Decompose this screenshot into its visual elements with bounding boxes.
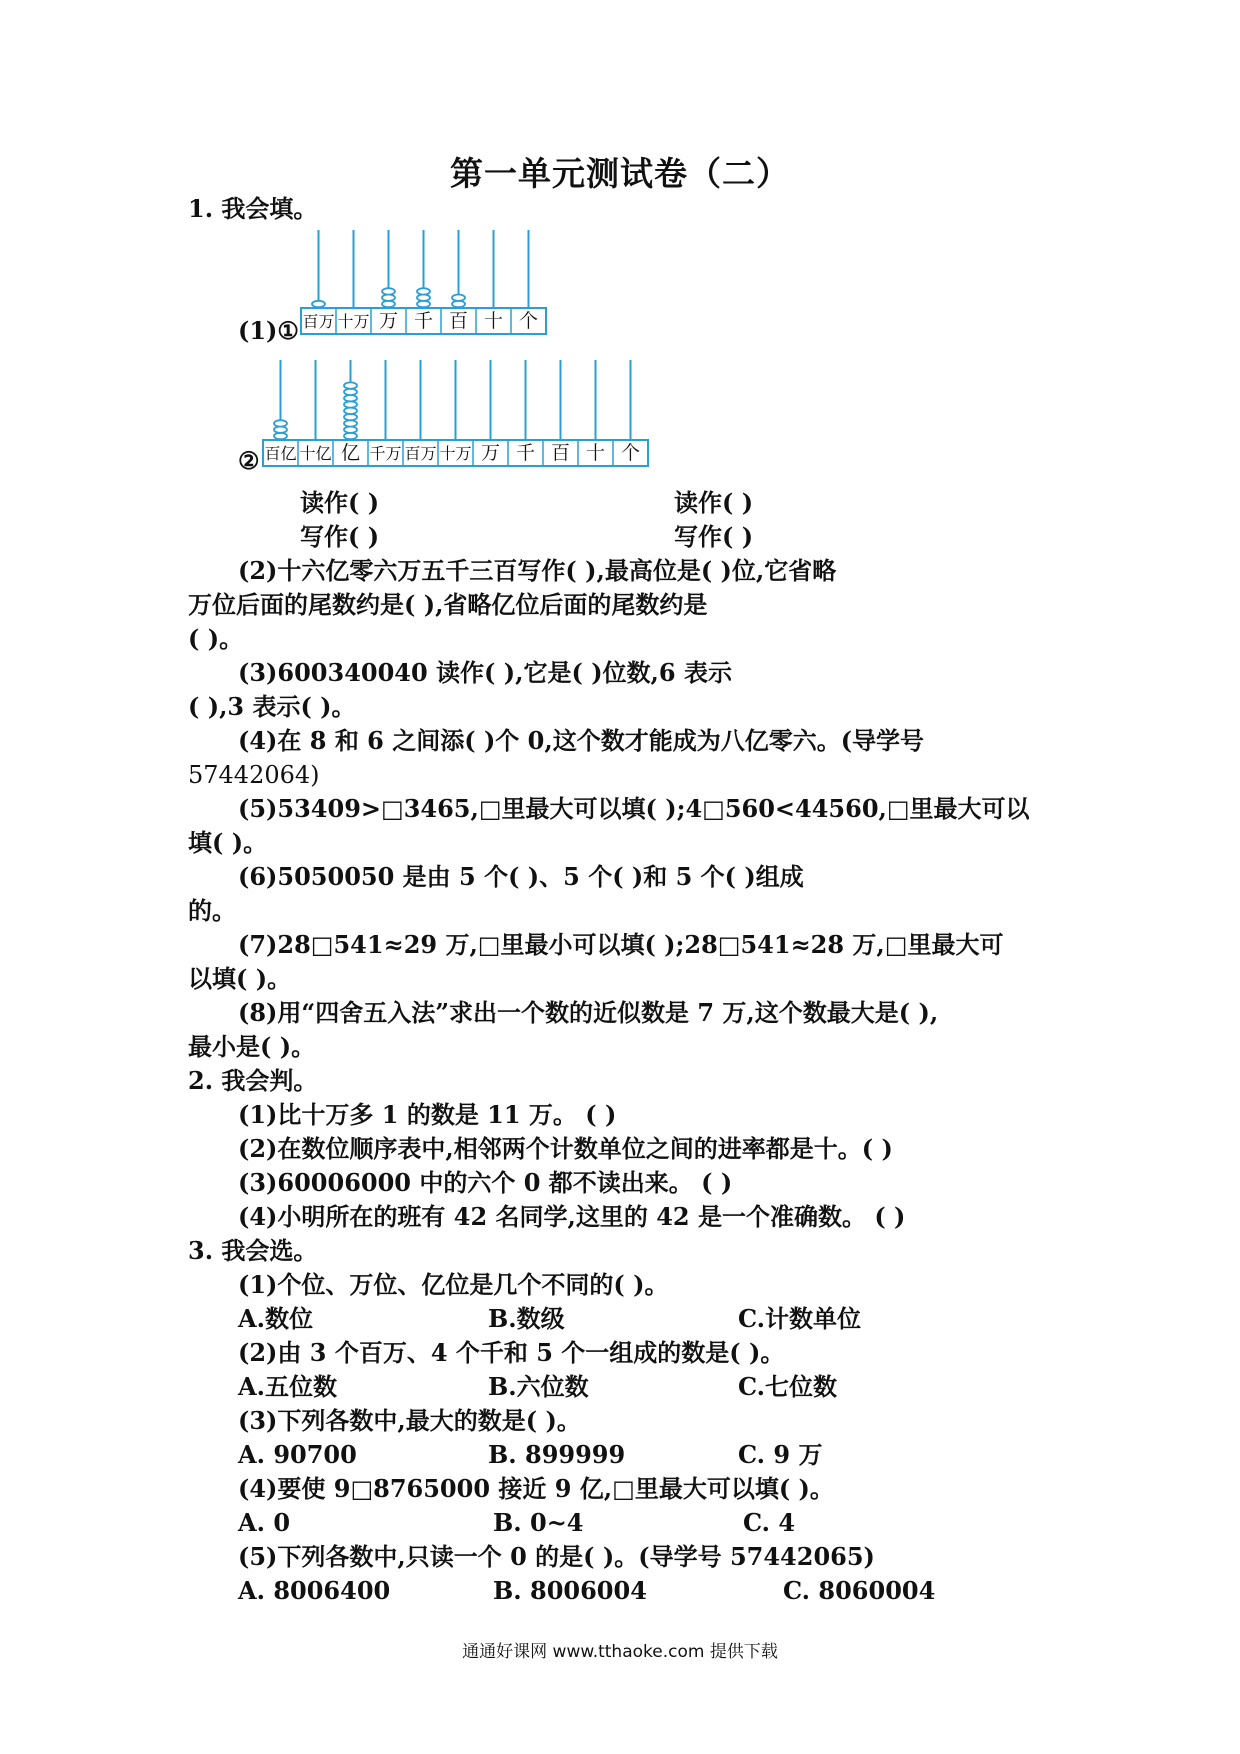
- q1-8-line-2: 最小是( )。: [188, 1032, 316, 1061]
- choice-3-option-b: B. 899999: [488, 1440, 626, 1469]
- choice-3-option-a: A. 90700: [238, 1440, 357, 1469]
- choice-5-option-a: A. 8006400: [238, 1576, 391, 1605]
- choice-1-option-c: C.计数单位: [738, 1304, 862, 1333]
- q1-6-line-1: (6)5050050 是由 5 个( )、5 个( )和 5 个( )组成: [238, 862, 804, 891]
- abacus-2-column-label: 百万: [404, 444, 437, 463]
- choice-2: (2)由 3 个百万、4 个千和 5 个一组成的数是( )。: [238, 1338, 785, 1367]
- abacus-2-column-label: 千: [515, 442, 536, 464]
- footer-credit: 通通好课网 www.tthaoke.com 提供下载: [462, 1642, 778, 1662]
- choice-1: (1)个位、万位、亿位是几个不同的( )。: [238, 1270, 669, 1299]
- section-1-heading: 1. 我会填。: [188, 194, 318, 223]
- abacus-1-bead: [382, 288, 395, 294]
- abacus-1-column-label: 十万: [337, 312, 370, 331]
- abacus-1: [300, 228, 560, 338]
- q1-3-line-1: (3)600340040 读作( ),它是( )位数,6 表示: [238, 658, 732, 687]
- abacus-2-column-label: 万: [480, 442, 501, 464]
- abacus-1-bead: [312, 301, 325, 307]
- choice-3-option-c: C. 9 万: [738, 1440, 823, 1469]
- choice-1-option-b: B.数级: [488, 1304, 565, 1333]
- page-title: 第一单元测试卷（二）: [450, 154, 790, 193]
- read-as-1: 读作( ): [300, 488, 380, 517]
- choice-5-option-c: C. 8060004: [783, 1576, 936, 1605]
- q1-2-line-3: ( )。: [188, 624, 244, 653]
- abacus-2-bead: [274, 420, 287, 426]
- choice-5-option-b: B. 8006004: [493, 1576, 647, 1605]
- abacus-1-label: (1)①: [238, 316, 299, 345]
- q1-3-line-2: ( ),3 表示( )。: [188, 692, 356, 721]
- choice-2-option-a: A.五位数: [238, 1372, 337, 1401]
- judge-3: (3)60006000 中的六个 0 都不读出来。 ( ): [238, 1168, 733, 1197]
- abacus-1-bead: [417, 288, 430, 294]
- read-as-2: 读作( ): [674, 488, 754, 517]
- choice-1-option-a: A.数位: [238, 1304, 313, 1333]
- judge-1: (1)比十万多 1 的数是 11 万。 ( ): [238, 1100, 617, 1129]
- abacus-1-column-label: 百: [448, 310, 469, 332]
- abacus-1-column-label: 万: [378, 310, 399, 332]
- judge-2: (2)在数位顺序表中,相邻两个计数单位之间的进率都是十。( ): [238, 1134, 893, 1163]
- choice-4: (4)要使 9□8765000 接近 9 亿,□里最大可以填( )。: [238, 1474, 834, 1503]
- abacus-2-column-label: 十: [585, 442, 606, 464]
- abacus-2-column-label: 亿: [340, 442, 361, 464]
- abacus-2: [262, 358, 662, 470]
- write-as-2: 写作( ): [674, 522, 754, 551]
- q1-8-line-1: (8)用“四舍五入法”求出一个数的近似数是 7 万,这个数最大是( ),: [238, 998, 939, 1027]
- choice-4-option-c: C. 4: [743, 1508, 796, 1537]
- q1-4-line-2: 57442064): [188, 761, 320, 789]
- abacus-1-column-label: 个: [518, 310, 539, 332]
- abacus-1-column-label: 十: [483, 310, 504, 332]
- abacus-2-column-label: 百亿: [264, 444, 297, 463]
- q1-2-line-1: (2)十六亿零六万五千三百写作( ),最高位是( )位,它省略: [238, 556, 837, 585]
- abacus-1-column-label: 千: [413, 310, 434, 332]
- abacus-2-label: ②: [238, 446, 260, 475]
- choice-3: (3)下列各数中,最大的数是( )。: [238, 1406, 581, 1435]
- q1-4-line-1: (4)在 8 和 6 之间添( )个 0,这个数才能成为八亿零六。(导学号: [238, 726, 925, 755]
- choice-2-option-b: B.六位数: [488, 1372, 589, 1401]
- q1-7-line-2: 以填( )。: [188, 964, 292, 993]
- q1-7-line-1: (7)28□541≈29 万,□里最小可以填( );28□541≈28 万,□里最大可: [238, 930, 1004, 959]
- q1-5-line-2: 填( )。: [188, 828, 268, 857]
- q1-6-line-2: 的。: [188, 896, 236, 925]
- choice-5: (5)下列各数中,只读一个 0 的是( )。(导学号 57442065): [238, 1542, 875, 1571]
- q1-2-line-2: 万位后面的尾数约是( ),省略亿位后面的尾数约是: [188, 590, 708, 619]
- abacus-2-column-label: 十亿: [299, 444, 332, 463]
- write-as-1: 写作( ): [300, 522, 380, 551]
- abacus-2-column-label: 千万: [369, 444, 402, 463]
- abacus-2-bead: [344, 382, 357, 388]
- abacus-1-bead: [452, 295, 465, 301]
- abacus-2-column-label: 百: [550, 442, 571, 464]
- abacus-2-column-label: 十万: [439, 444, 472, 463]
- choice-4-option-b: B. 0~4: [493, 1508, 584, 1537]
- choice-4-option-a: A. 0: [238, 1508, 291, 1537]
- abacus-1-column-label: 百万: [302, 312, 335, 331]
- section-3-heading: 3. 我会选。: [188, 1236, 318, 1265]
- q1-5-line-1: (5)53409>□3465,□里最大可以填( );4□560<44560,□里最大可以: [238, 794, 1030, 823]
- judge-4: (4)小明所在的班有 42 名同学,这里的 42 是一个准确数。 ( ): [238, 1202, 906, 1231]
- abacus-2-column-label: 个: [620, 442, 641, 464]
- section-2-heading: 2. 我会判。: [188, 1066, 318, 1095]
- choice-2-option-c: C.七位数: [738, 1372, 838, 1401]
